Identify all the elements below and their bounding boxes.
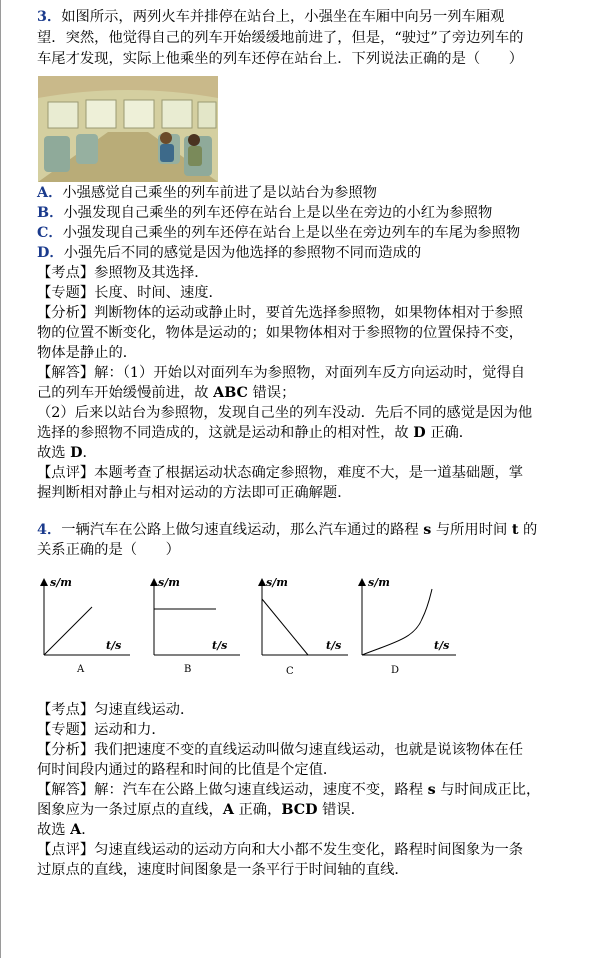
graph-d-curve (362, 589, 432, 655)
q4-jieda-line-2-text: 图象应为一条过原点的直线， (37, 802, 223, 818)
q4-dianping-line-2: 过原点的直线，速度时间图象是一条平行于时间轴的直线． (37, 862, 409, 878)
q3-fenxi-line-2: 物的位置不断变化，物体是运动的；如果物体相对于参照物的位置保持不变， (37, 325, 524, 341)
graph-a-y-arrow (40, 578, 48, 586)
q4-jieda-s: s (427, 782, 436, 798)
train-interior-illustration (38, 76, 218, 182)
q3-option-b (37, 203, 492, 223)
q4-answer-letter: A (70, 822, 82, 838)
q4-zhuanti: 【专题】运动和力． (37, 722, 166, 738)
graph-c (252, 575, 352, 675)
q3-stem-line-2: 望．突然，他觉得自己的列车开始缓缓地前进了，但是，“驶过”了旁边列车的 (37, 30, 524, 46)
q4-dianping-line-1: 【点评】匀速直线运动的运动方向和大小都不发生变化，路程时间图象为一条 (37, 842, 524, 858)
graph-a (34, 575, 134, 675)
q3-kaodian: 【考点】参照物及其选择． (37, 265, 209, 281)
graph-c-caption: C (286, 666, 294, 675)
q4-stem-text-1: 一辆汽车在公路上做匀速直线运动，那么汽车通过的路程 (61, 522, 424, 538)
q4-jieda-line-1-text: 【解答】解：汽车在公路上做匀速直线运动，速度不变，路程 (37, 782, 428, 798)
q3-answer-prefix: 故选 (37, 445, 71, 461)
q4-stem-line-1 (37, 520, 537, 540)
graph-b-ylabel: s/m (158, 576, 180, 589)
q4-answer-end: ． (81, 822, 96, 838)
q3-stem-line-1 (37, 7, 504, 27)
graph-a-caption: A (77, 664, 85, 675)
graph-a-ylabel: s/m (50, 576, 72, 589)
graph-c-line (262, 599, 308, 655)
q3-option-a-text: 小强感觉自己乘坐的列车前进了是以站台为参照物 (62, 185, 377, 201)
graph-d (352, 575, 462, 675)
q3-dianping-line-1: 【点评】本题考查了根据运动状态确定参照物，难度不大，是一道基础题，掌 (37, 465, 524, 481)
q3-jieda-line-2-text: 己的列车开始缓慢前进，故 (37, 385, 214, 401)
q3-jieda-line-2 (37, 383, 295, 403)
q3-jieda-line-4-end: 正确． (425, 425, 474, 441)
q4-stem-text-3: 的 (518, 522, 538, 538)
graph-a-line (44, 607, 92, 655)
q3-fenxi-line-1: 【分析】判断物体的运动或静止时，要首先选择参照物，如果物体相对于参照 (37, 305, 524, 321)
graph-b (144, 575, 244, 675)
q3-option-a (37, 183, 377, 203)
q4-jieda-correct-text: 正确， (233, 802, 282, 818)
q4-fenxi-line-2: 何时间段内通过的路程和时间的比值是个定值． (37, 762, 338, 778)
page-left-border (0, 0, 1, 958)
graph-c-ylabel: s/m (266, 576, 288, 589)
graph-d-ylabel: s/m (368, 576, 390, 589)
graph-d-caption: D (391, 665, 400, 675)
q4-jieda-line-1 (37, 780, 540, 800)
graph-b-y-arrow (150, 578, 158, 586)
graph-b-caption: B (184, 664, 192, 675)
q3-fenxi-line-3: 物体是静止的． (37, 345, 138, 361)
q3-jieda-line-2-end: 错误； (247, 385, 296, 401)
q3-option-d-letter: D． (37, 245, 64, 261)
q3-answer (37, 443, 97, 463)
q4-stem-line-2: 关系正确的是（ ） (37, 542, 180, 558)
q3-option-d-text: 小强先后不同的感觉是因为他选择的参照物不同而造成的 (63, 245, 422, 261)
q3-jieda-line-4 (37, 423, 473, 443)
q3-option-d (37, 243, 421, 263)
q4-stem-t: t (511, 522, 519, 538)
q4-answer (37, 820, 96, 840)
graph-b-xlabel: t/s (212, 639, 228, 652)
q4-number: 4． (37, 522, 62, 538)
q3-jieda-wrong-options: ABC (213, 385, 248, 401)
q4-answer-prefix: 故选 (37, 822, 71, 838)
q4-stem-s: s (423, 522, 432, 538)
q4-jieda-line-1-end: 与时间成正比， (435, 782, 541, 798)
graph-d-xlabel: t/s (434, 639, 450, 652)
q4-jieda-wrong-options: BCD (281, 802, 318, 818)
q3-option-a-letter: A． (37, 185, 63, 201)
graph-c-xlabel: t/s (326, 639, 342, 652)
q3-option-c (37, 223, 520, 243)
q4-kaodian: 【考点】匀速直线运动． (37, 702, 195, 718)
q3-option-b-text: 小强发现自己乘坐的列车还停在站台上是以坐在旁边的小红为参照物 (63, 205, 493, 221)
q3-number: 3． (37, 9, 62, 25)
q3-zhuanti: 【专题】长度、时间、速度． (37, 285, 223, 301)
q3-stem-text-1: 如图所示，两列火车并排停在站台上，小强坐在车厢中向另一列车厢观 (61, 9, 505, 25)
q3-option-b-letter: B． (37, 205, 64, 221)
q4-jieda-line-2 (37, 800, 365, 820)
q3-dianping-line-2: 握判断相对静止与相对运动的方法即可正确解题． (37, 485, 352, 501)
q3-jieda-line-4-text: 选择的参照物不同造成的，这就是运动和静止的相对性，故 (37, 425, 414, 441)
q4-stem-text-2: 与所用时间 (431, 522, 512, 538)
q4-jieda-wrong-text: 错误． (317, 802, 365, 818)
q3-answer-end: ． (82, 445, 97, 461)
q3-answer-letter: D (70, 445, 83, 461)
q4-fenxi-line-1: 【分析】我们把速度不变的直线运动叫做匀速直线运动，也就是说该物体在任 (37, 742, 524, 758)
graph-c-y-arrow (258, 578, 266, 586)
q4-jieda-correct-option: A (222, 802, 234, 818)
q3-jieda-correct-option: D (413, 425, 426, 441)
graph-d-y-arrow (358, 578, 366, 586)
q3-stem-line-3: 车尾才发现，实际上他乘坐的列车还停在站台上．下列说法正确的是（ ） (37, 51, 524, 67)
q3-jieda-line-3: （2）后来以站台为参照物，发现自己坐的列车没动．先后不同的感觉是因为他 (37, 405, 533, 421)
graph-a-xlabel: t/s (106, 639, 122, 652)
q3-jieda-line-1: 【解答】解：（1）开始以对面列车为参照物，对面列车反方向运动时，觉得自 (37, 365, 526, 381)
q3-option-c-text: 小强发现自己乘坐的列车还停在站台上是以坐在旁边列车的车尾为参照物 (62, 225, 521, 241)
q3-option-c-letter: C． (37, 225, 63, 241)
